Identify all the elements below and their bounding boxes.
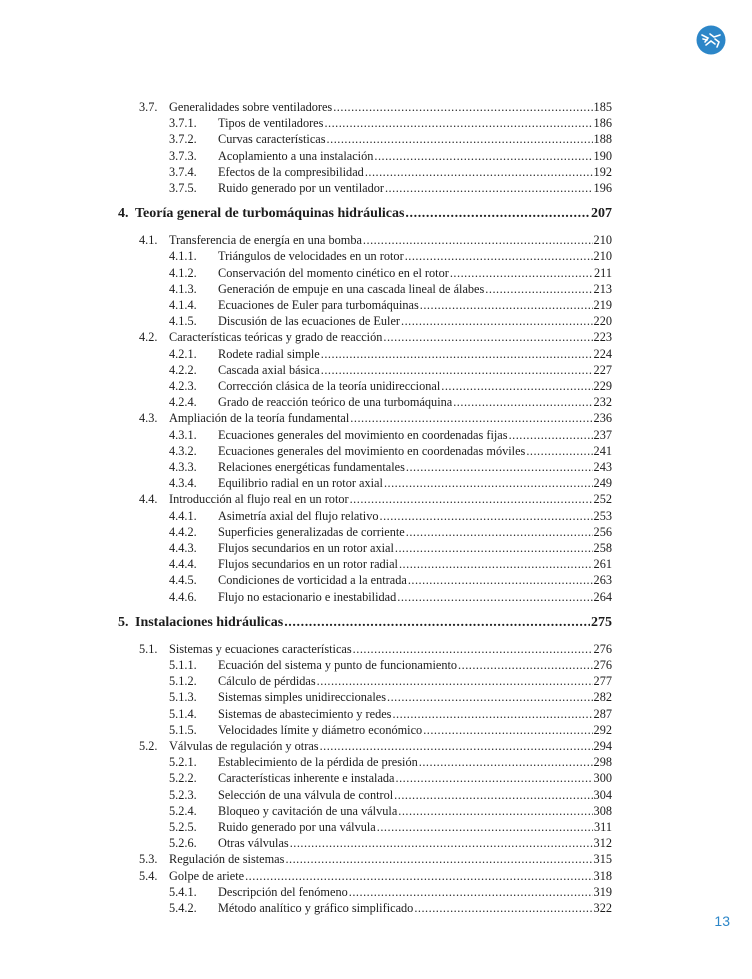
toc-entry-title: Discusión de las ecuaciones de Euler — [218, 314, 400, 329]
toc-subsection-entry[interactable] — [169, 803, 612, 819]
toc-entry-title: Instalaciones hidráulicas — [135, 614, 284, 630]
toc-entry-page: 210 — [593, 233, 612, 248]
toc-entry-number: 4.4.1. — [169, 508, 197, 523]
toc-entry-number: 5.4.2. — [169, 901, 197, 915]
toc-entry-number: 4.4.2. — [169, 524, 197, 539]
toc-entry-number: 4.2.4. — [169, 395, 197, 410]
toc-entry-title: Cálculo de pérdidas — [218, 674, 316, 689]
toc-entry-page: 294 — [593, 739, 612, 753]
toc-dot-leader — [363, 232, 593, 248]
toc-dot-leader — [324, 115, 592, 131]
toc-entry-title: Sistemas de abastecimiento y redes — [218, 706, 392, 721]
toc-dot-leader — [245, 868, 592, 884]
toc-entry-page: 277 — [593, 674, 612, 689]
toc-entry-page: 298 — [593, 755, 612, 770]
toc-entry-page: 196 — [593, 181, 612, 195]
toc-dot-leader — [380, 508, 593, 524]
toc-entry-title: Descripción del fenómeno — [218, 884, 348, 899]
toc-subsection-entry[interactable] — [169, 754, 612, 770]
toc-entry-page: 229 — [593, 379, 612, 393]
toc-entry-title: Ampliación de la teoría fundamental — [169, 411, 350, 426]
toc-entry-page: 243 — [593, 460, 612, 474]
toc-dot-leader — [377, 819, 593, 835]
toc-entry-number: 4.3.1. — [169, 427, 197, 442]
toc-entry-title: Tipos de ventiladores — [218, 116, 324, 131]
toc-entry-title: Características inherente e instalada — [218, 771, 395, 786]
toc-entry-page: 263 — [593, 573, 612, 588]
toc-dot-leader — [320, 738, 593, 754]
toc-subsection-entry[interactable] — [169, 148, 612, 164]
toc-entry-title: Rodete radial simple — [218, 346, 320, 361]
toc-entry-page: 241 — [593, 443, 612, 458]
toc-dot-leader — [485, 281, 592, 297]
toc-entry-page: 276 — [593, 658, 612, 672]
toc-entry-number: 4.4.4. — [169, 557, 197, 572]
toc-entry-title: Corrección clásica de la teoría unidireccional — [218, 379, 441, 393]
toc-section-entry[interactable] — [139, 232, 612, 248]
toc-entry-number: 5.4. — [139, 868, 158, 883]
page-number: 13 — [714, 913, 730, 929]
toc-entry-number: 4.2.2. — [169, 362, 197, 377]
toc-dot-leader — [453, 394, 592, 410]
toc-entry-title: Equilibrio radial en un rotor axial — [218, 476, 383, 491]
toc-dot-leader — [394, 787, 592, 803]
toc-entry-number: 4.1.1. — [169, 249, 197, 264]
toc-subsection-entry[interactable] — [169, 131, 612, 147]
toc-dot-leader — [406, 524, 593, 540]
toc-subsection-entry[interactable] — [169, 427, 612, 443]
toc-entry-page: 287 — [593, 706, 612, 721]
toc-entry-title: Efectos de la compresibilidad — [218, 164, 364, 179]
toc-entry-number: 4.1.2. — [169, 265, 197, 280]
toc-entry-title: Condiciones de vorticidad a la entrada — [218, 573, 407, 588]
toc-entry-number: 5.3. — [139, 852, 158, 867]
toc-entry-title: Bloqueo y cavitación de una válvula — [218, 803, 398, 818]
toc-entry-page: 223 — [593, 330, 612, 345]
toc-subsection-entry[interactable] — [169, 180, 612, 196]
toc-entry-page: 292 — [593, 722, 612, 737]
toc-dot-leader — [321, 346, 593, 362]
toc-entry-page: 258 — [593, 541, 612, 555]
toc-subsection-entry[interactable] — [169, 475, 612, 491]
toc-entry-page: 261 — [593, 557, 612, 572]
toc-dot-leader — [350, 491, 593, 507]
toc-entry-number: 5.1. — [139, 641, 158, 656]
toc-entry-number: 4.1. — [139, 233, 158, 248]
toc-entry-title: Triángulos de velocidades en un rotor — [218, 249, 404, 264]
toc-entry-number: 5.2.4. — [169, 803, 197, 818]
toc-entry-page: 318 — [593, 868, 612, 883]
toc-entry-page: 224 — [593, 346, 612, 361]
toc-entry-title: Asimetría axial del flujo relativo — [218, 508, 379, 523]
toc-dot-leader — [384, 475, 593, 491]
toc-entry-title: Generalidades sobre ventiladores — [169, 100, 333, 114]
toc-entry-title: Generación de empuje en una cascada lineal de álabes — [218, 281, 485, 296]
toc-dot-leader — [333, 99, 592, 115]
toc-dot-leader — [397, 589, 592, 605]
toc-dot-leader — [290, 835, 593, 851]
toc-entry-title: Selección de una válvula de control — [218, 787, 394, 802]
toc-entry-page: 207 — [591, 206, 612, 222]
toc-entry-page: 312 — [593, 836, 612, 851]
toc-dot-leader — [285, 851, 592, 867]
toc-section-entry[interactable] — [139, 851, 612, 867]
toc-dot-leader — [405, 205, 590, 223]
toc-subsection-entry[interactable] — [169, 884, 612, 900]
toc-subsection-entry[interactable] — [169, 524, 612, 540]
toc-entry-title: Características teóricas y grado de reacción — [169, 330, 383, 345]
toc-entry-title: Ecuaciones de Euler para turbomáquinas — [218, 298, 419, 312]
toc-section-entry[interactable] — [139, 868, 612, 884]
toc-entry-page: 308 — [593, 803, 612, 818]
toc-entry-number: 5.1.2. — [169, 674, 197, 689]
toc-entry-page: 236 — [593, 411, 612, 426]
toc-entry-number: 4.3.3. — [169, 460, 197, 474]
toc-entry-title: Cascada axial básica — [218, 362, 320, 377]
toc-dot-leader — [408, 572, 593, 588]
toc-entry-title: Relaciones energéticas fundamentales — [218, 460, 405, 474]
toc-entry-page: 252 — [593, 492, 612, 507]
toc-entry-number: 4.4.3. — [169, 541, 197, 555]
toc-subsection-entry[interactable] — [169, 265, 612, 281]
toc-entry-title: Sistemas simples unidireccionales — [218, 690, 387, 705]
toc-subsection-entry[interactable] — [169, 508, 612, 524]
toc-entry-page: 315 — [593, 852, 612, 867]
toc-entry-title: Flujo no estacionario e inestabilidad — [218, 589, 397, 604]
toc-entry-number: 5.2.2. — [169, 771, 197, 786]
toc-entry-page: 282 — [593, 690, 612, 705]
toc-entry-title: Curvas características — [218, 132, 326, 147]
toc-dot-leader — [383, 329, 592, 345]
toc-dot-leader — [350, 410, 592, 426]
toc-entry-page: 322 — [593, 901, 612, 915]
toc-entry-number: 4.1.4. — [169, 298, 197, 312]
toc-subsection-entry[interactable] — [169, 443, 612, 459]
toc-dot-leader — [526, 443, 592, 459]
toc-dot-leader — [423, 722, 592, 738]
toc-section-entry[interactable] — [139, 410, 612, 426]
toc-dot-leader — [365, 164, 593, 180]
toc-entry-number: 5.2.3. — [169, 787, 197, 802]
toc-entry-title: Otras válvulas — [218, 836, 289, 851]
toc-dot-leader — [353, 641, 593, 657]
toc-subsection-entry[interactable] — [169, 572, 612, 588]
toc-dot-leader — [414, 900, 592, 916]
toc-entry-number: 5.2.5. — [169, 820, 197, 834]
toc-dot-leader — [317, 673, 593, 689]
toc-entry-title: Flujos secundarios en un rotor radial — [218, 557, 398, 572]
toc-chapter-entry[interactable] — [118, 614, 612, 632]
toc-entry-title: Regulación de sistemas — [169, 852, 285, 867]
toc-subsection-entry[interactable] — [169, 770, 612, 786]
toc-entry-title: Transferencia de energía en una bomba — [169, 233, 362, 248]
toc-section-entry[interactable] — [139, 491, 612, 507]
toc-entry-number: 3.7.3. — [169, 148, 197, 163]
toc-entry-number: 3.7.5. — [169, 181, 197, 195]
toc-dot-leader — [349, 884, 593, 900]
toc-subsection-entry[interactable] — [169, 819, 612, 835]
toc-entry-title: Flujos secundarios en un rotor axial — [218, 541, 394, 555]
toc-dot-leader — [395, 540, 593, 556]
toc-dot-leader — [321, 362, 593, 378]
toc-subsection-entry[interactable] — [169, 459, 612, 475]
toc-subsection-entry[interactable] — [169, 346, 612, 362]
toc-dot-leader — [509, 427, 593, 443]
toc-entry-number: 5.1.3. — [169, 690, 197, 705]
toc-entry-title: Golpe de ariete — [169, 868, 245, 883]
toc-subsection-entry[interactable] — [169, 115, 612, 131]
toc-entry-page: 276 — [593, 641, 612, 656]
toc-entry-number: 5.4.1. — [169, 884, 197, 899]
toc-entry-page: 190 — [593, 148, 612, 163]
toc-entry-page: 213 — [593, 281, 612, 296]
toc-dot-leader — [419, 754, 593, 770]
toc-entry-number: 5.2.6. — [169, 836, 197, 851]
toc-entry-number: 4.1.3. — [169, 281, 197, 296]
toc-entry-number: 5.2.1. — [169, 755, 197, 770]
toc-subsection-entry[interactable] — [169, 297, 612, 313]
toc-subsection-entry[interactable] — [169, 706, 612, 722]
toc-entry-title: Grado de reacción teórico de una turbomáquina — [218, 395, 453, 410]
toc-entry-page: 219 — [593, 298, 612, 312]
toc-entry-number: 4.1.5. — [169, 314, 197, 329]
toc-entry-page: 311 — [594, 820, 612, 834]
toc-subsection-entry[interactable] — [169, 378, 612, 394]
toc-section-entry[interactable] — [139, 641, 612, 657]
toc-entry-number: 3.7.1. — [169, 116, 197, 131]
toc-entry-number: 3.7. — [139, 100, 158, 114]
toc-entry-number: 4.4.6. — [169, 589, 197, 604]
toc-entry-page: 192 — [593, 164, 612, 179]
toc-subsection-entry[interactable] — [169, 540, 612, 556]
toc-entry-number: 4.3. — [139, 411, 158, 426]
toc-entry-page: 264 — [593, 589, 612, 604]
toc-entry-title: Superficies generalizadas de corriente — [218, 524, 405, 539]
toc-entry-page: 188 — [593, 132, 612, 147]
toc-dot-leader — [401, 313, 593, 329]
toc-entry-title: Válvulas de regulación y otras — [169, 739, 319, 753]
toc-entry-number: 4.2.3. — [169, 379, 197, 393]
toc-subsection-entry[interactable] — [169, 556, 612, 572]
toc-dot-leader — [405, 248, 593, 264]
toc-dot-leader — [385, 180, 593, 196]
toc-entry-title: Conservación del momento cinético en el rotor — [218, 265, 449, 280]
toc-entry-number: 5. — [118, 614, 129, 630]
toc-entry-page: 256 — [593, 524, 612, 539]
toc-dot-leader — [406, 459, 593, 475]
toc-subsection-entry[interactable] — [169, 689, 612, 705]
toc-subsection-entry[interactable] — [169, 394, 612, 410]
toc-subsection-entry[interactable] — [169, 281, 612, 297]
toc-entry-title: Ecuaciones generales del movimiento en coordenadas móviles — [218, 443, 526, 458]
toc-entry-title: Teoría general de turbomáquinas hidráulicas — [135, 206, 405, 222]
toc-subsection-entry[interactable] — [169, 362, 612, 378]
toc-dot-leader — [420, 297, 593, 313]
toc-entry-page: 232 — [593, 395, 612, 410]
toc-dot-leader — [398, 803, 592, 819]
toc-entry-title: Ecuaciones generales del movimiento en coordenadas fijas — [218, 427, 508, 442]
toc-dot-leader — [387, 689, 593, 705]
toc-entry-title: Ruido generado por un ventilador — [218, 181, 384, 195]
toc-entry-title: Acoplamiento a una instalación — [218, 148, 374, 163]
toc-dot-leader — [399, 556, 593, 572]
toc-dot-leader — [327, 131, 593, 147]
publisher-logo-icon — [696, 25, 726, 55]
toc-entry-title: Ecuación del sistema y punto de funcionamiento — [218, 658, 458, 672]
toc-chapter-entry[interactable] — [118, 205, 612, 223]
toc-dot-leader — [284, 614, 590, 632]
toc-entry-page: 210 — [593, 249, 612, 264]
toc-entry-page: 253 — [593, 508, 612, 523]
toc-entry-number: 4.4.5. — [169, 573, 197, 588]
toc-entry-title: Sistemas y ecuaciones características — [169, 641, 352, 656]
toc-entry-number: 4.4. — [139, 492, 158, 507]
toc-section-entry[interactable] — [139, 99, 612, 115]
toc-dot-leader — [450, 265, 593, 281]
toc-entry-number: 5.1.5. — [169, 722, 197, 737]
toc-subsection-entry[interactable] — [169, 900, 612, 916]
toc-entry-number: 5.1.4. — [169, 706, 197, 721]
toc-entry-number: 5.1.1. — [169, 658, 197, 672]
toc-entry-title: Velocidades límite y diámetro económico — [218, 722, 423, 737]
toc-subsection-entry[interactable] — [169, 787, 612, 803]
toc-subsection-entry[interactable] — [169, 657, 612, 673]
toc-entry-page: 186 — [593, 116, 612, 131]
toc-dot-leader — [458, 657, 593, 673]
toc-dot-leader — [392, 706, 592, 722]
toc-entry-number: 4.3.4. — [169, 476, 197, 491]
toc-subsection-entry[interactable] — [169, 722, 612, 738]
toc-entry-page: 220 — [593, 314, 612, 329]
toc-entry-page: 304 — [593, 787, 612, 802]
toc-entry-title: Ruido generado por una válvula — [218, 820, 376, 834]
toc-entry-page: 319 — [593, 884, 612, 899]
toc-entry-number: 3.7.4. — [169, 164, 197, 179]
toc-dot-leader — [396, 770, 593, 786]
toc-entry-title: Método analítico y gráfico simplificado — [218, 901, 414, 915]
toc-subsection-entry[interactable] — [169, 248, 612, 264]
toc-entry-page: 275 — [591, 614, 612, 630]
toc-subsection-entry[interactable] — [169, 835, 612, 851]
toc-entry-number: 4.2. — [139, 330, 158, 345]
toc-entry-number: 5.2. — [139, 739, 158, 753]
toc-entry-number: 4. — [118, 206, 129, 222]
toc-entry-page: 211 — [594, 265, 612, 280]
toc-entry-number: 4.3.2. — [169, 443, 197, 458]
toc-entry-page: 227 — [593, 362, 612, 377]
toc-entry-number: 4.2.1. — [169, 346, 197, 361]
toc-subsection-entry[interactable] — [169, 313, 612, 329]
toc-subsection-entry[interactable] — [169, 589, 612, 605]
toc-entry-page: 237 — [593, 427, 612, 442]
toc-section-entry[interactable] — [139, 738, 612, 754]
toc-section-entry[interactable] — [139, 329, 612, 345]
toc-dot-leader — [441, 378, 592, 394]
toc-entry-page: 300 — [593, 771, 612, 786]
toc-subsection-entry[interactable] — [169, 673, 612, 689]
toc-entry-page: 249 — [593, 476, 612, 491]
toc-dot-leader — [374, 148, 592, 164]
toc-subsection-entry[interactable] — [169, 164, 612, 180]
toc-entry-title: Introducción al flujo real en un rotor — [169, 492, 349, 507]
toc-entry-title: Establecimiento de la pérdida de presión — [218, 755, 418, 770]
toc-entry-page: 185 — [593, 100, 612, 114]
toc-entry-number: 3.7.2. — [169, 132, 197, 147]
